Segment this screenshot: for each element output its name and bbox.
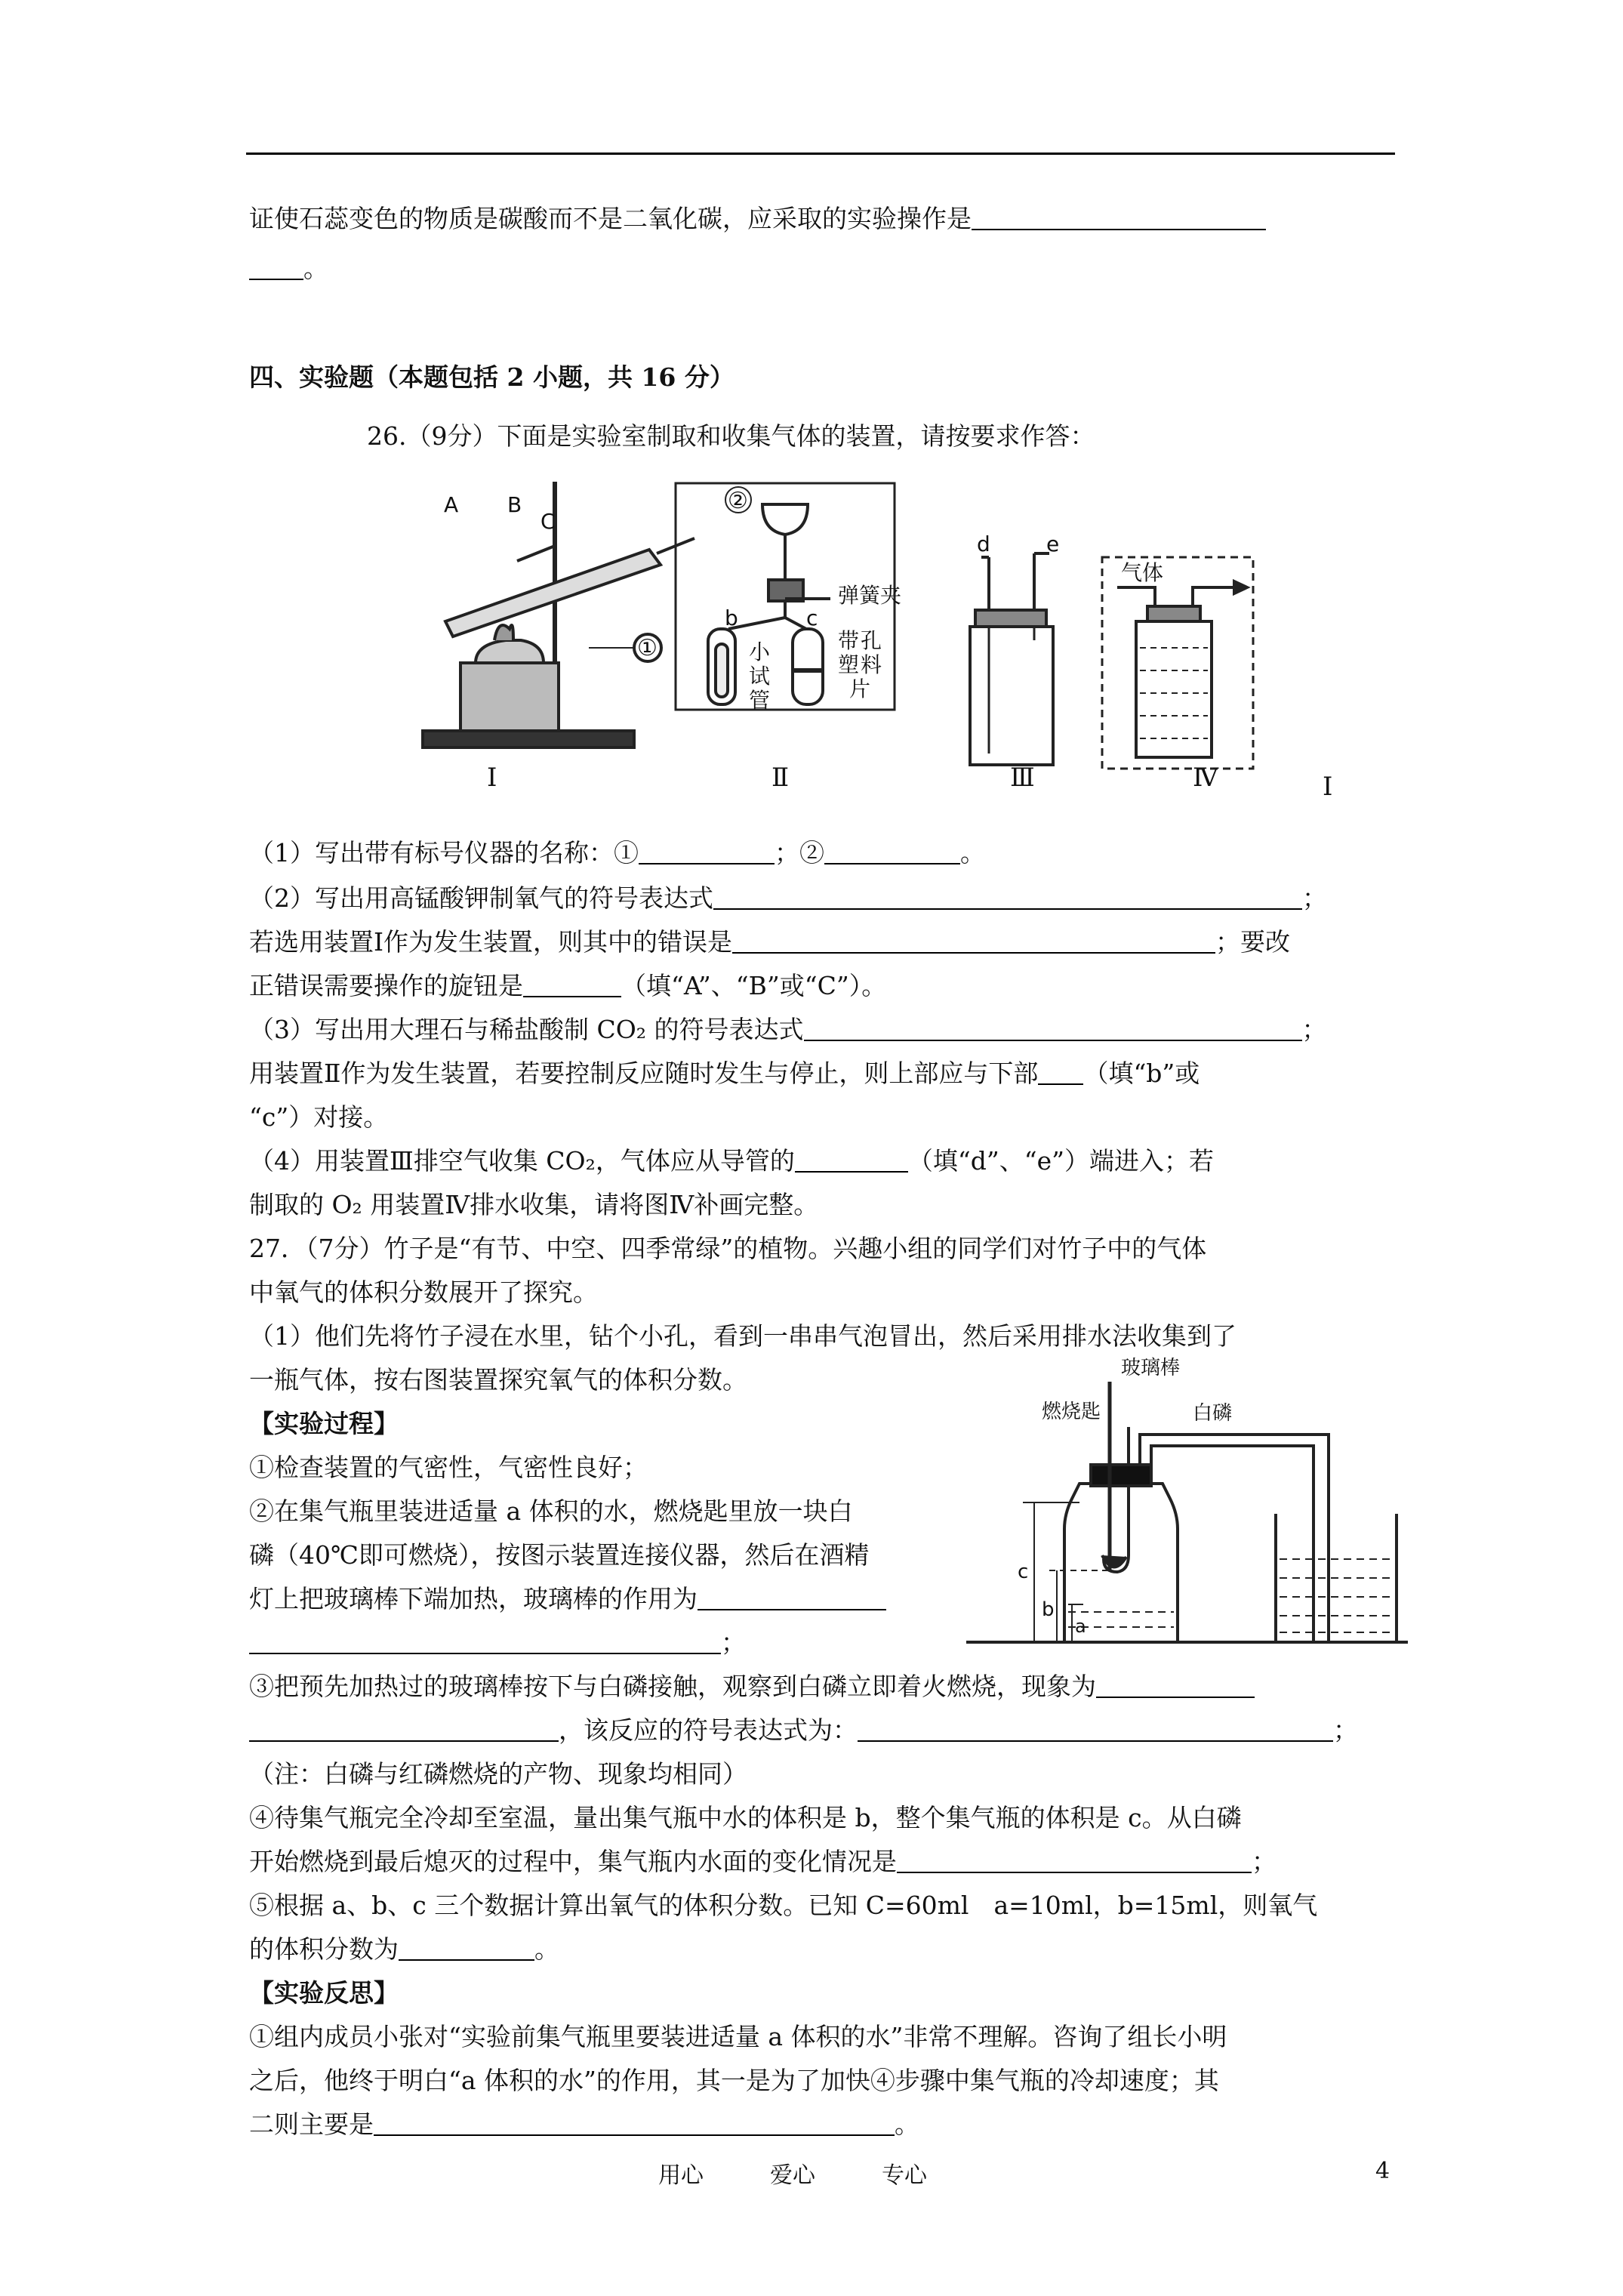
- spoon-label: 燃烧匙: [1042, 1401, 1101, 1423]
- section-heading: 四、实验题（本题包括 2 小题，共 16 分）: [249, 362, 735, 392]
- answer-blank[interactable]: [795, 1148, 908, 1173]
- text-line: 灯上把玻璃棒下端加热，玻璃棒的作用为: [249, 1583, 886, 1616]
- answer-blank[interactable]: [804, 1017, 1302, 1041]
- figure-label-4: Ⅳ: [1193, 763, 1218, 793]
- answer-blank[interactable]: [713, 886, 1302, 910]
- plate-char: 塑: [838, 652, 860, 677]
- plate-char: 料: [861, 652, 882, 677]
- text-line: ，该反应的符号表达式为： ；: [249, 1714, 1358, 1747]
- text-line: ⑤根据 a、b、c 三个数据计算出氧气的体积分数。已知 C=60ml a=10ml，b=15ml，则氧气: [249, 1891, 1318, 1920]
- phosphorus-apparatus-figure: [959, 1351, 1412, 1653]
- text-line: ③把预先加热过的玻璃棒按下与白磷接触，观察到白磷立即着火燃烧，现象为: [249, 1670, 1255, 1703]
- text-line: （3）写出用大理石与稀盐酸制 CO₂ 的符号表达式 ；: [249, 1015, 1327, 1044]
- subheading-reflection: 【实验反思】: [249, 1978, 399, 2008]
- answer-blank[interactable]: [698, 1586, 886, 1610]
- page-number: 4: [1375, 2158, 1390, 2184]
- answer-blank[interactable]: [897, 1849, 1252, 1873]
- label-circle-2: ②: [728, 488, 748, 514]
- text-line: 。: [249, 252, 328, 285]
- small-tube-char: 试: [749, 664, 771, 689]
- answer-blank[interactable]: [523, 973, 621, 997]
- text-line: （注：白磷与红磷燃烧的产物、现象均相同）: [249, 1759, 747, 1789]
- white-phosphorus-label: 白磷: [1193, 1402, 1233, 1425]
- subheading-process: 【实验过程】: [249, 1409, 399, 1438]
- text-line: 开始燃烧到最后熄灭的过程中，集气瓶内水面的变化情况是 ；: [249, 1847, 1277, 1876]
- answer-blank[interactable]: [858, 1718, 1333, 1742]
- apparatus-figure: [408, 467, 1366, 799]
- text-line: ①检查装置的气密性，气密性良好；: [249, 1453, 648, 1482]
- label-circle-1: ①: [637, 635, 658, 661]
- text-line: （1）写出带有标号仪器的名称：① ；② 。: [249, 838, 985, 868]
- answer-blank[interactable]: [1096, 1674, 1255, 1698]
- answer-blank[interactable]: [1038, 1061, 1083, 1085]
- figure-label-2: Ⅱ: [771, 763, 790, 793]
- small-tube-char: 管: [749, 688, 771, 713]
- text-line: ；: [249, 1626, 746, 1660]
- stand-base: [423, 731, 634, 747]
- knob-a-label: A: [444, 492, 459, 517]
- spring-clip-label: 弹簧夹: [838, 583, 902, 608]
- text: 证使石蕊变色的物质是碳酸而不是二氧化碳，应采取的实验操作是: [249, 204, 972, 233]
- text-line: [249, 202, 1266, 236]
- text-line: “c”）对接。: [249, 1102, 389, 1132]
- small-tube-char: 小: [749, 639, 771, 664]
- text-line: 若选用装置Ⅰ作为发生装置，则其中的错误是 ；要改: [249, 927, 1291, 957]
- knob-b-label: B: [507, 492, 522, 517]
- question-27-title: 27．（7分）竹子是“有节、中空、四季常绿”的植物。兴趣小组的同学们对竹子中的气体: [249, 1234, 1207, 1263]
- text-line: ②在集气瓶里装进适量 a 体积的水，燃烧匙里放一块白: [249, 1496, 853, 1526]
- footer-text: 爱心: [770, 2162, 815, 2189]
- knob-c-label: C: [540, 509, 556, 534]
- glass-rod-label: 玻璃棒: [1121, 1357, 1181, 1379]
- footer-text: 用心: [658, 2162, 704, 2189]
- text-line: （4）用装置Ⅲ排空气收集 CO₂，气体应从导管的 （填“d”、“e”）端进入；若: [249, 1146, 1214, 1176]
- text-line: 制取的 O₂ 用装置Ⅳ排水收集，请将图Ⅳ补画完整。: [249, 1190, 819, 1219]
- gas-label: 气体: [1121, 560, 1164, 585]
- text-line: 的体积分数为 。: [249, 1934, 559, 1964]
- port-e-label: e: [1046, 532, 1060, 556]
- stray-label: I: [1323, 772, 1333, 802]
- height-c-label: c: [1018, 1561, 1029, 1583]
- answer-blank[interactable]: [249, 1718, 559, 1742]
- answer-blank[interactable]: [399, 1937, 534, 1961]
- answer-blank[interactable]: [374, 2112, 895, 2136]
- text-line: ①组内成员小张对“实验前集气瓶里要装进适量 a 体积的水”非常不理解。咨询了组长小明: [249, 2022, 1227, 2051]
- footer-text: 专心: [882, 2162, 927, 2189]
- answer-blank[interactable]: [639, 840, 775, 864]
- answer-blank[interactable]: [249, 256, 303, 280]
- answer-blank[interactable]: [249, 1630, 721, 1654]
- answer-blank[interactable]: [732, 929, 1215, 954]
- port-c-label: c: [806, 606, 818, 630]
- port-d-label: d: [977, 532, 990, 556]
- text-line: ④待集气瓶完全冷却至室温，量出集气瓶中水的体积是 b，整个集气瓶的体积是 c。从白磷: [249, 1803, 1242, 1832]
- header-rule: [246, 153, 1395, 155]
- height-a-label: a: [1075, 1616, 1086, 1637]
- text-line: 磷（40℃即可燃烧），按图示装置连接仪器，然后在酒精: [249, 1540, 870, 1570]
- answer-blank[interactable]: [972, 206, 1266, 230]
- question-26-title: 26.（9分）下面是实验室制取和收集气体的装置，请按要求作答：: [367, 421, 1095, 451]
- port-b-label: b: [725, 606, 738, 630]
- figure-label-1: Ⅰ: [487, 763, 497, 793]
- text-line: 之后，他终于明白“a 体积的水”的作用，其一是为了加快④步骤中集气瓶的冷却速度；其: [249, 2066, 1219, 2095]
- text-line: 中氧气的体积分数展开了探究。: [249, 1277, 598, 1307]
- text-line: 正错误需要操作的旋钮是 （填“A”、“B”或“C”）。: [249, 971, 887, 1000]
- text-line: 二则主要是 。: [249, 2110, 919, 2139]
- text-line: （1）他们先将竹子浸在水里，钻个小孔，看到一串串气泡冒出，然后采用排水法收集到了: [249, 1321, 1236, 1351]
- height-b-label: b: [1042, 1598, 1055, 1621]
- figure-label-3: Ⅲ: [1010, 763, 1035, 793]
- text-line: 一瓶气体，按右图装置探究氧气的体积分数。: [249, 1365, 747, 1395]
- text-line: （2）写出用高锰酸钾制氧气的符号表达式 ；: [249, 883, 1327, 913]
- plate-char: 片: [849, 676, 871, 701]
- plate-char: 孔: [861, 628, 882, 653]
- text-line: 用装置Ⅱ作为发生装置，若要控制反应随时发生与停止，则上部应与下部 （填“b”或: [249, 1059, 1200, 1088]
- answer-blank[interactable]: [824, 840, 960, 864]
- plate-char: 带: [838, 628, 860, 653]
